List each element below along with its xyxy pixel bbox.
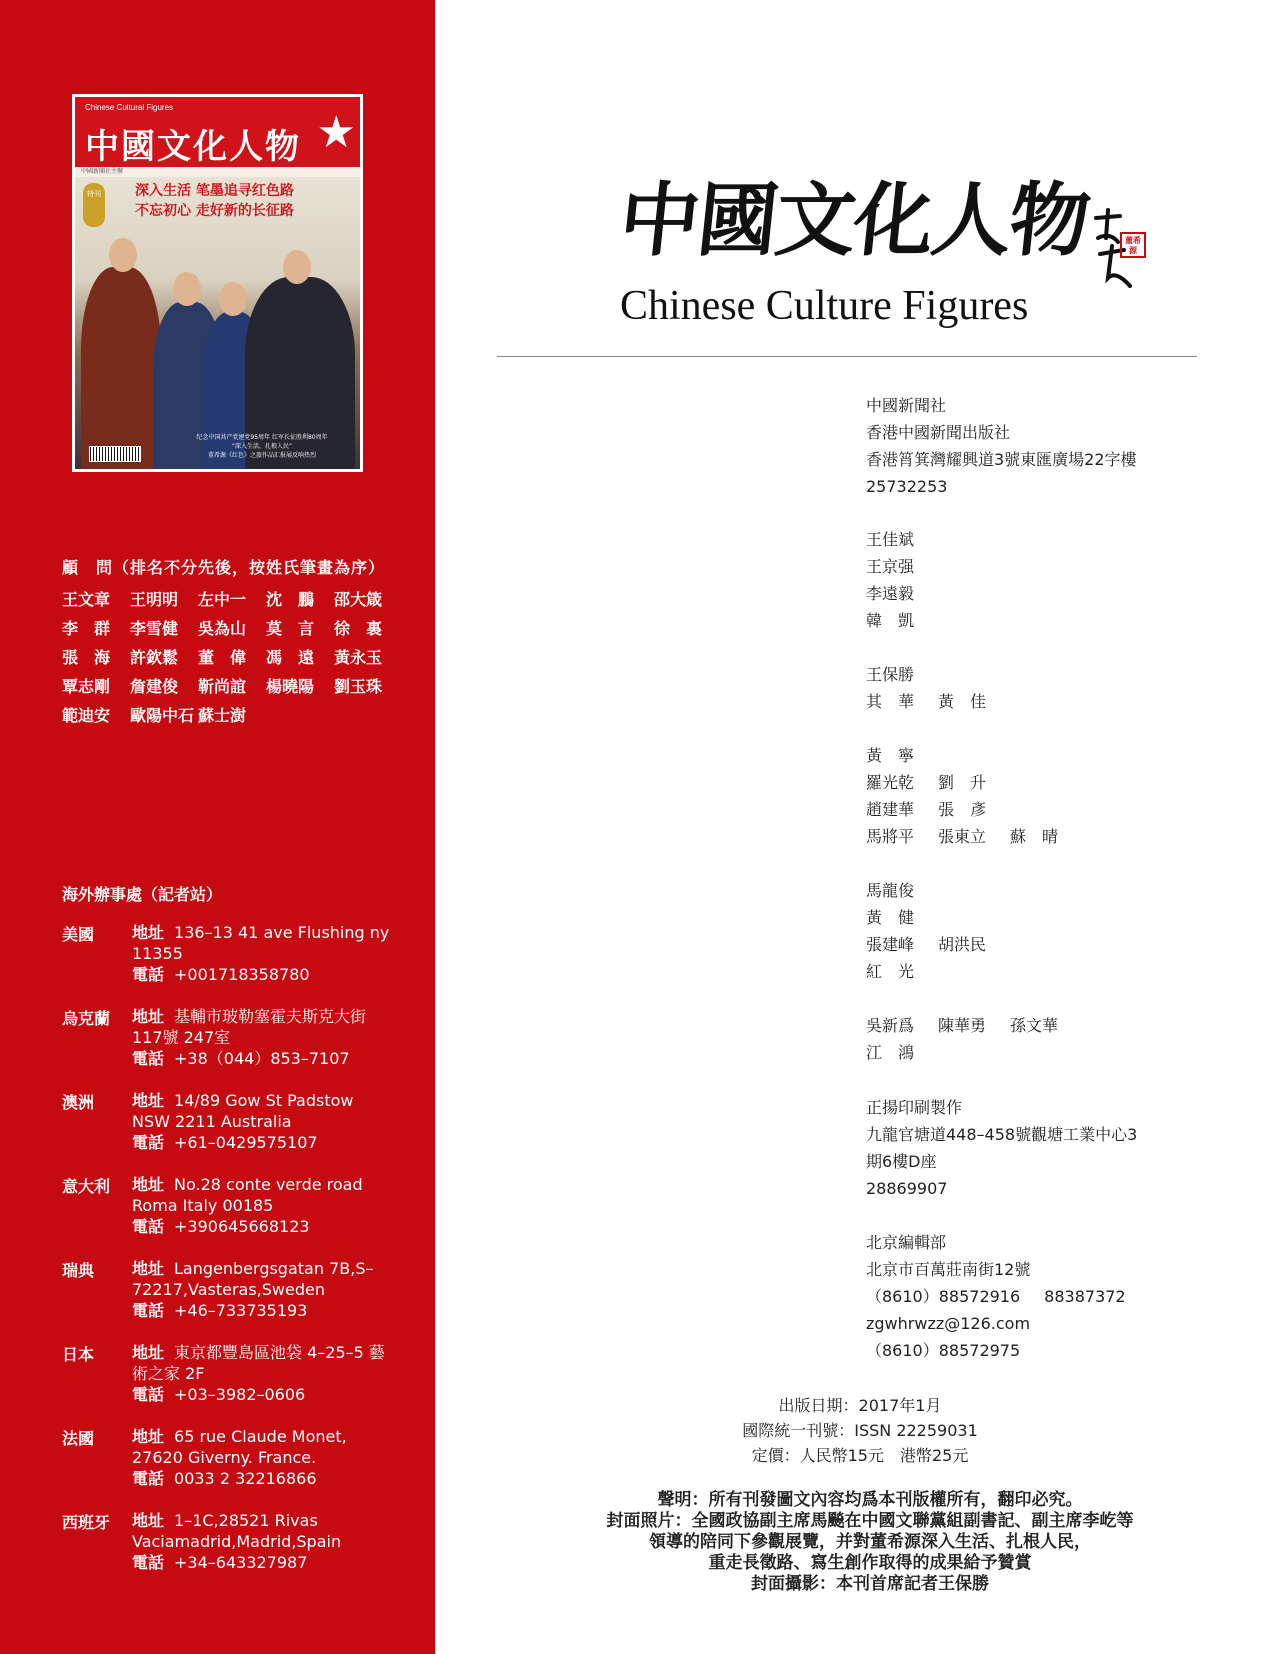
advisor-name: 歐陽中石: [130, 706, 195, 725]
staff-name: 蘇 晴: [1010, 827, 1059, 846]
office-tel-label: 電話: [132, 1049, 165, 1068]
star-icon: ★: [316, 107, 356, 158]
office-tel: [132, 1468, 394, 1489]
office-address-label: 地址: [132, 1343, 165, 1362]
office-details: [132, 922, 394, 985]
advisors-title: 顧 問（排名不分先後，按姓氏筆畫為序）: [62, 558, 386, 577]
office-details: [132, 1174, 394, 1237]
staff-role-value: [866, 526, 914, 553]
office-address-label: 地址: [132, 1007, 165, 1026]
staff-role-value: [866, 742, 914, 769]
staff-name: 黃 健: [866, 908, 915, 927]
publication-info: [660, 1393, 1060, 1468]
staff-name: 劉 升: [938, 773, 987, 792]
cover-caption-line: “深入生活，扎根人民”: [231, 443, 293, 450]
office-tel-label: 電話: [132, 1217, 165, 1236]
advisor-row: [62, 642, 402, 671]
staff-name: 羅光乾: [866, 773, 915, 792]
cover-caption: [167, 433, 357, 460]
cover-image: [75, 97, 360, 469]
cover-cn-title: 中國文化人物: [85, 127, 301, 167]
office-country: 西班牙: [62, 1513, 111, 1532]
office-tel-text: +61–0429575107: [174, 1133, 318, 1152]
staff-name: 紅 光: [866, 962, 915, 981]
staff-role-value: [866, 553, 914, 580]
pubinfo-line: 國際統一刊號：ISSN 22259031: [742, 1421, 978, 1440]
office-country: 法國: [62, 1429, 95, 1448]
office-tel-text: +390645668123: [174, 1217, 310, 1236]
advisor-name: 左中一: [198, 590, 247, 609]
advisor-row: [62, 700, 402, 729]
staff-name: 黃 佳: [938, 692, 987, 711]
person-figure: [81, 267, 161, 469]
office-address: [132, 1510, 394, 1552]
staff-name: 馬龍俊: [866, 881, 915, 900]
office-tel: [132, 1132, 394, 1153]
staff-role-value: [866, 1121, 1137, 1148]
divider-line: [497, 356, 1197, 357]
advisor-name: 詹建俊: [130, 677, 179, 696]
staff-name: 趙建華: [866, 800, 915, 819]
staff-name: 北京市百萬莊南街12號: [866, 1260, 1031, 1279]
advisor-row: [62, 671, 402, 700]
office-address: [132, 1090, 394, 1132]
notice-line: 重走長徵路、寫生創作取得的成果給予贊賞: [708, 1553, 1032, 1573]
staff-name: 九龍官塘道448–458號觀塘工業中心3: [866, 1125, 1138, 1144]
left-sidebar-panel: [0, 0, 435, 1654]
staff-name: 28869907: [866, 1179, 948, 1198]
advisor-name: 黃永玉: [334, 648, 383, 667]
advisor-name: 莫 言: [266, 619, 315, 638]
cover-strip-text: 中國新聞社主辦: [81, 168, 124, 175]
advisor-name: 許欽鬆: [130, 648, 179, 667]
cover-headline-line: 深入生活 笔墨追寻红色路: [135, 183, 294, 199]
office-address-text: 14/89 Gow St Padstow NSW 2211 Australia: [132, 1091, 354, 1131]
office-address-text: 136–13 41 ave Flushing ny 11355: [132, 923, 390, 963]
advisor-name: 楊曉陽: [266, 677, 315, 696]
staff-name: 胡洪民: [938, 935, 987, 954]
cover-strip: [75, 167, 360, 177]
staff-role-value: [866, 1012, 1058, 1039]
cover-photo: [75, 177, 360, 469]
staff-role-value: [866, 823, 1058, 850]
staff-role-value: [866, 688, 986, 715]
staff-name: （8610）88572916: [866, 1287, 1021, 1306]
office-country: 美國: [62, 925, 95, 944]
staff-name: 黃 寧: [866, 746, 915, 765]
office-tel-label: 電話: [132, 965, 165, 984]
advisor-name: 沈 鵬: [266, 590, 315, 609]
office-tel: [132, 1048, 394, 1069]
advisors-list: [62, 584, 402, 729]
staff-role-value: [866, 877, 914, 904]
advisor-name: 董 偉: [198, 648, 247, 667]
staff-name: 江 鴻: [866, 1043, 915, 1062]
staff-role-value: [866, 473, 947, 500]
staff-name: 韓 凱: [866, 611, 915, 630]
office-tel-label: 電話: [132, 1553, 165, 1572]
advisor-name: 李雪健: [130, 619, 179, 638]
office-address: [132, 1006, 394, 1048]
advisor-name: 邵大箴: [334, 590, 383, 609]
staff-role-value: [866, 392, 946, 419]
staff-role-value: [866, 446, 1137, 473]
staff-role-value: [866, 769, 986, 796]
office-address: [132, 1258, 394, 1300]
advisor-name: 範迪安: [62, 706, 111, 725]
magazine-cover-thumbnail: [72, 94, 363, 472]
office-address: [132, 1174, 394, 1216]
office-address-label: 地址: [132, 1259, 165, 1278]
staff-role-value: [866, 661, 914, 688]
office-country: 日本: [62, 1345, 95, 1364]
person-head: [283, 250, 311, 284]
notice-line: 封面攝影：本刊首席記者王保勝: [751, 1574, 989, 1594]
advisor-row: [62, 584, 402, 613]
office-tel: [132, 1216, 394, 1237]
office-address-label: 地址: [132, 1091, 165, 1110]
office-address-label: 地址: [132, 1427, 165, 1446]
staff-role-value: [866, 607, 914, 634]
advisor-name: 李 群: [62, 619, 111, 638]
staff-role-value: [866, 419, 1010, 446]
office-address-label: 地址: [132, 1511, 165, 1530]
cover-headline-line: 不忘初心 走好新的长征路: [135, 203, 294, 219]
office-address-label: 地址: [132, 1175, 165, 1194]
notice-line: 封面照片：全國政協副主席馬飈在中國文聯黨組副書記、副主席李屹等: [606, 1511, 1134, 1531]
advisor-name: 覃志剛: [62, 677, 111, 696]
staff-name: 25732253: [866, 477, 948, 496]
advisor-name: 劉玉珠: [334, 677, 383, 696]
office-tel-text: 0033 2 32216866: [174, 1469, 317, 1488]
person-head: [219, 282, 247, 316]
staff-role-value: [866, 1175, 947, 1202]
staff-name: （8610）88572975: [866, 1341, 1021, 1360]
cover-caption-line: 董希源《红色》之旅作品汇报展反响热烈: [207, 452, 316, 459]
staff-name: 陳華勇: [938, 1016, 987, 1035]
notice-line: 聲明：所有刊發圖文內容均爲本刊版權所有，翻印必究。: [657, 1490, 1083, 1510]
office-address-label: 地址: [132, 923, 165, 942]
staff-name: zgwhrwzz@126.com: [866, 1314, 1031, 1333]
person-head: [109, 238, 137, 272]
staff-role-value: [866, 1039, 914, 1066]
masthead-chinese-title: 中國文化人物: [615, 173, 1093, 267]
staff-role-value: [866, 1229, 946, 1256]
notice-line: 領導的陪同下參觀展覽，并對董希源深入生活、扎根人民，: [649, 1532, 1091, 1552]
office-tel-label: 電話: [132, 1469, 165, 1488]
office-tel-text: +34–643327987: [174, 1553, 308, 1572]
office-address-text: 基輔市玻勒塞霍夫斯克大街 117號 247室: [132, 1007, 367, 1047]
masthead-english-title: Chinese Culture Figures: [620, 283, 1029, 329]
office-address: [132, 1342, 394, 1384]
staff-name: 馬將平: [866, 827, 915, 846]
office-country: 瑞典: [62, 1261, 95, 1280]
office-address-text: 東京都豐島區池袋 4–25–5 藝術之家 2F: [132, 1343, 385, 1383]
office-address-text: 65 rue Claude Monet, 27620 Giverny. France.: [132, 1427, 347, 1467]
staff-role-value: [866, 1094, 962, 1121]
office-details: [132, 1426, 394, 1489]
office-address: [132, 1426, 394, 1468]
staff-role-value: [866, 904, 914, 931]
pubinfo-line: 定價：人民幣15元 港幣25元: [751, 1446, 969, 1465]
advisor-name: 王明明: [130, 590, 179, 609]
cover-caption-line: 纪念中国共产党建党95周年 红军长征胜利80周年: [196, 434, 328, 441]
staff-name: 香港中國新聞出版社: [866, 423, 1011, 442]
advisor-row: [62, 613, 402, 642]
cover-headline: [135, 181, 350, 221]
staff-name: 吳新爲: [866, 1016, 915, 1035]
office-details: [132, 1510, 394, 1573]
staff-role-value: [866, 1256, 1030, 1283]
staff-role-value: [866, 1283, 1126, 1310]
red-seal-stamp: 董希源: [1120, 232, 1146, 258]
staff-name: 北京編輯部: [866, 1233, 947, 1252]
staff-name: 王佳斌: [866, 530, 915, 549]
staff-name: 期6樓D座: [866, 1152, 937, 1171]
advisor-name: 吳為山: [198, 619, 247, 638]
staff-name: 李遠毅: [866, 584, 915, 603]
staff-name: 張 彥: [938, 800, 987, 819]
office-address-text: Langenbergsgatan 7B,S–72217,Vasteras,Sweden: [132, 1259, 374, 1299]
office-tel-label: 電話: [132, 1385, 165, 1404]
office-country: 烏克蘭: [62, 1009, 111, 1028]
person-head: [173, 272, 201, 306]
office-address-text: 1–1C,28521 Rivas Vaciamadrid,Madrid,Spain: [132, 1511, 342, 1551]
barcode-icon: [89, 446, 141, 462]
overseas-offices-title: 海外辦事處（記者站）: [62, 885, 223, 904]
office-details: [132, 1006, 394, 1069]
copyright-notice: [520, 1490, 1220, 1595]
staff-role-value: [866, 580, 914, 607]
office-tel: [132, 1300, 394, 1321]
office-details: [132, 1090, 394, 1153]
staff-role-value: [866, 931, 986, 958]
office-details: [132, 1342, 394, 1405]
staff-role-value: [866, 1310, 1030, 1337]
office-address-text: No.28 conte verde road Roma Italy 00185: [132, 1175, 363, 1215]
staff-role-value: [866, 1148, 937, 1175]
staff-name: 張建峰: [866, 935, 915, 954]
office-tel: [132, 964, 394, 985]
staff-role-value: [866, 796, 986, 823]
advisor-name: 蘇士澍: [198, 706, 247, 725]
office-tel-label: 電話: [132, 1301, 165, 1320]
staff-name: 88387372: [1044, 1287, 1126, 1306]
staff-name: 孫文華: [1010, 1016, 1059, 1035]
office-tel-text: +46–733735193: [174, 1301, 308, 1320]
advisor-name: 張 海: [62, 648, 111, 667]
staff-name: 正揚印刷製作: [866, 1098, 963, 1117]
office-tel: [132, 1552, 394, 1573]
cover-masthead: [75, 97, 360, 167]
advisor-name: 靳尚誼: [198, 677, 247, 696]
cover-badge: 特刊: [83, 183, 105, 227]
staff-role-value: [866, 958, 914, 985]
advisor-name: 馮 遠: [266, 648, 315, 667]
office-tel-text: +001718358780: [174, 965, 310, 984]
staff-name: 王保勝: [866, 665, 915, 684]
cover-en-title: Chinese Cultural Figures: [85, 103, 174, 112]
staff-role-value: [866, 1337, 1020, 1364]
office-country: 澳洲: [62, 1093, 95, 1112]
office-address: [132, 922, 394, 964]
office-tel-label: 電話: [132, 1133, 165, 1152]
office-details: [132, 1258, 394, 1321]
advisor-name: 徐 裏: [334, 619, 383, 638]
staff-name: 中國新聞社: [866, 396, 947, 415]
staff-name: 張東立: [938, 827, 987, 846]
staff-name: 王京强: [866, 557, 915, 576]
office-tel-text: +38（044）853–7107: [174, 1049, 350, 1068]
staff-name: 其 華: [866, 692, 915, 711]
office-tel-text: +03–3982–0606: [174, 1385, 306, 1404]
office-tel: [132, 1384, 394, 1405]
pubinfo-line: 出版日期：2017年1月: [778, 1396, 942, 1415]
advisor-name: 王文章: [62, 590, 111, 609]
staff-name: 香港筲箕灣耀興道3號東匯廣場22字樓: [866, 450, 1137, 469]
office-country: 意大利: [62, 1177, 111, 1196]
